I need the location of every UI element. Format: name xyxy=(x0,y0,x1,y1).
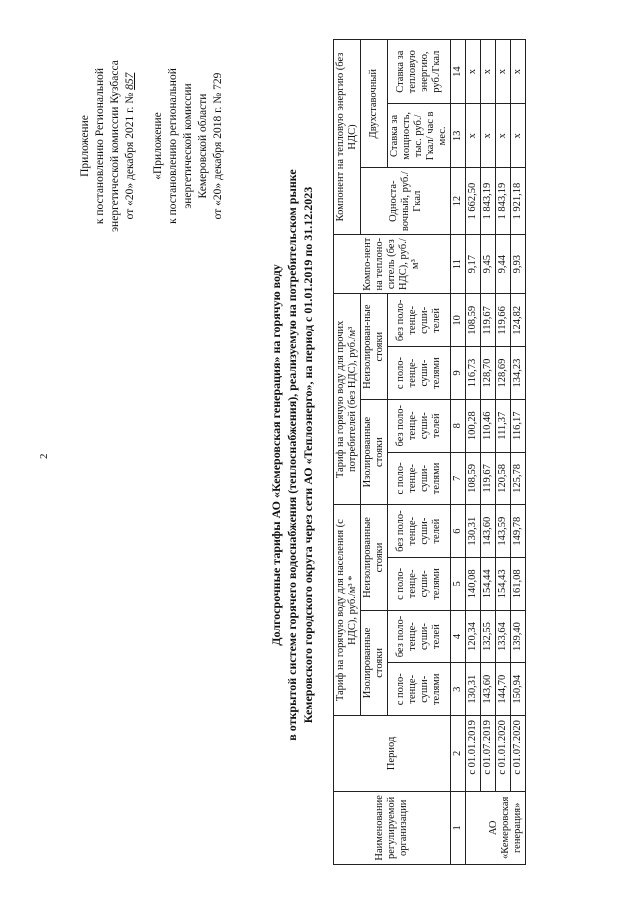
value-cell: 161,08 xyxy=(511,558,526,611)
appendix-new-date: от «20» декабря 2021 г. № xyxy=(124,92,136,220)
value-cell: x xyxy=(481,40,496,104)
value-cell: 125,78 xyxy=(511,452,526,505)
value-cell: 143,60 xyxy=(481,663,496,716)
value-cell: 1 921,18 xyxy=(511,168,526,234)
value-cell: 108,59 xyxy=(466,294,481,347)
header-without-towel: без поло-тенце-суши-телей xyxy=(388,610,451,663)
value-cell: 9,45 xyxy=(481,234,496,294)
column-number: 4 xyxy=(451,610,466,663)
table-row xyxy=(511,40,526,865)
value-cell: 9,17 xyxy=(466,234,481,294)
appendix-old-line1: «Приложение xyxy=(152,112,164,180)
value-cell: 143,59 xyxy=(496,505,511,558)
appendix-old-line5: от «20» декабря 2018 г. № 729 xyxy=(212,72,224,220)
header-without-towel: без поло-тенце-суши-телей xyxy=(388,294,451,347)
value-cell: x xyxy=(481,104,496,168)
appendix-new-line4 xyxy=(123,32,138,260)
value-cell: 1 843,19 xyxy=(481,168,496,234)
appendix-new-number: 857 xyxy=(124,72,136,90)
header-with-towel: с поло-тенце-суши-телями xyxy=(388,452,451,505)
header-one-part-rate: Односта-вочный, руб./Гкал xyxy=(361,168,451,234)
header-without-towel: без поло-тенце-суши-телей xyxy=(388,505,451,558)
value-cell: 1 662,50 xyxy=(466,168,481,234)
tariff-table xyxy=(333,39,526,865)
header-with-towel: с поло-тенце-суши-телями xyxy=(388,663,451,716)
value-cell: 110,46 xyxy=(481,399,496,452)
period-cell: с 01.07.2019 xyxy=(481,716,496,792)
value-cell: 139,40 xyxy=(511,610,526,663)
header-with-towel: с поло-тенце-суши-телями xyxy=(388,347,451,400)
page-number: 2 xyxy=(38,453,50,459)
value-cell: 116,17 xyxy=(511,399,526,452)
header-coolant-component: Компо-нент на теплоно-ситель (без НДС), руб./м³ xyxy=(334,234,451,294)
value-cell: 124,82 xyxy=(511,294,526,347)
column-number: 6 xyxy=(451,505,466,558)
value-cell: 143,60 xyxy=(481,505,496,558)
value-cell: 134,23 xyxy=(511,347,526,400)
column-number: 8 xyxy=(451,399,466,452)
value-cell: 133,64 xyxy=(496,610,511,663)
column-number: 7 xyxy=(451,452,466,505)
header-period: Период xyxy=(334,716,451,792)
header-org: Наименование регулируемой организации xyxy=(334,791,451,864)
period-cell: с 01.01.2020 xyxy=(496,716,511,792)
value-cell: 119,67 xyxy=(481,294,496,347)
value-cell: 119,66 xyxy=(496,294,511,347)
column-number: 13 xyxy=(451,104,466,168)
column-number: 12 xyxy=(451,168,466,234)
value-cell: 132,55 xyxy=(481,610,496,663)
value-cell: 108,59 xyxy=(466,452,481,505)
table-row xyxy=(481,40,496,865)
header-pop-nonisolated: Неизолированные стояки xyxy=(361,505,388,610)
value-cell: x xyxy=(511,40,526,104)
header-without-towel: без поло-тенце-суши-телей xyxy=(388,399,451,452)
value-cell: 128,69 xyxy=(496,347,511,400)
document-title xyxy=(268,45,316,865)
appendix-old-line2: к постановлению региональной xyxy=(167,68,179,224)
value-cell: 111,37 xyxy=(496,399,511,452)
title-line2: в открытой системе горячего водоснабжения (теплоснабжения), реализуемую на потребительском рынке xyxy=(285,169,299,741)
value-cell: x xyxy=(496,40,511,104)
header-two-part-rate: Двухставочный xyxy=(361,40,388,168)
value-cell: 128,70 xyxy=(481,347,496,400)
column-number: 14 xyxy=(451,40,466,104)
period-cell: с 01.01.2019 xyxy=(466,716,481,792)
header-with-towel: с поло-тенце-суши-телями xyxy=(388,558,451,611)
table-row xyxy=(496,40,511,865)
value-cell: 9,44 xyxy=(496,234,511,294)
table-row xyxy=(466,40,481,865)
value-cell: 1 843,19 xyxy=(496,168,511,234)
appendix-new-line1: Приложение xyxy=(79,115,91,177)
value-cell: 100,28 xyxy=(466,399,481,452)
header-population-tariff: Тариф на горячую воду для населения (с НДС), руб./м³ * xyxy=(334,505,361,716)
column-number: 10 xyxy=(451,294,466,347)
column-number: 1 xyxy=(451,791,466,864)
value-cell: 154,44 xyxy=(481,558,496,611)
value-cell: 130,31 xyxy=(466,663,481,716)
value-cell: x xyxy=(511,104,526,168)
column-number: 9 xyxy=(451,347,466,400)
appendix-old-line3: энергетической комиссии xyxy=(182,83,194,209)
value-cell: 154,43 xyxy=(496,558,511,611)
period-cell: с 01.07.2020 xyxy=(511,716,526,792)
appendix-block xyxy=(78,32,226,260)
header-other-isolated: Изолированные стояки xyxy=(361,399,388,504)
value-cell: 116,73 xyxy=(466,347,481,400)
value-cell: 140,08 xyxy=(466,558,481,611)
value-cell: 119,67 xyxy=(481,452,496,505)
header-other-nonisolated: Неизолирован-ные стояки xyxy=(361,294,388,399)
value-cell: x xyxy=(466,104,481,168)
value-cell: 120,58 xyxy=(496,452,511,505)
appendix-new-line2: к постановлению Региональной xyxy=(94,67,106,225)
header-other-tariff: Тариф на горячую воду для прочих потребителей (без НДС), руб./м³ xyxy=(334,294,361,505)
org-name-cell: АО «Кемеровская генерация» xyxy=(466,791,526,864)
header-energy-rate: Ставка за тепловую энергию, руб./Гкал xyxy=(388,40,451,104)
value-cell: 9,93 xyxy=(511,234,526,294)
column-number: 5 xyxy=(451,558,466,611)
value-cell: 130,31 xyxy=(466,505,481,558)
value-cell: x xyxy=(466,40,481,104)
title-line1: Долгосрочные тарифы АО «Кемеровская генерация» на горячую воду xyxy=(269,264,283,646)
column-number: 11 xyxy=(451,234,466,294)
header-capacity-rate: Ставка за мощность, тыс. руб./ Гкал/ час в мес. xyxy=(388,104,451,168)
column-number-row xyxy=(451,40,466,865)
appendix-new-line3: энергетической комиссии Кузбасса xyxy=(109,60,121,232)
value-cell: 144,70 xyxy=(496,663,511,716)
appendix-old-line4: Кемеровской области xyxy=(197,93,209,199)
column-number: 3 xyxy=(451,663,466,716)
value-cell: 150,94 xyxy=(511,663,526,716)
title-line3: Кемеровского городского округа через сети АО «Теплоэнерго», на период с 01.01.2019 по 31.12.2023 xyxy=(301,186,315,724)
column-number: 2 xyxy=(451,716,466,792)
value-cell: x xyxy=(496,104,511,168)
value-cell: 149,78 xyxy=(511,505,526,558)
header-heat-component: Компонент на тепловую энергию (без НДС) xyxy=(334,40,361,235)
header-pop-isolated: Изолированные стояки xyxy=(361,610,388,715)
value-cell: 120,34 xyxy=(466,610,481,663)
